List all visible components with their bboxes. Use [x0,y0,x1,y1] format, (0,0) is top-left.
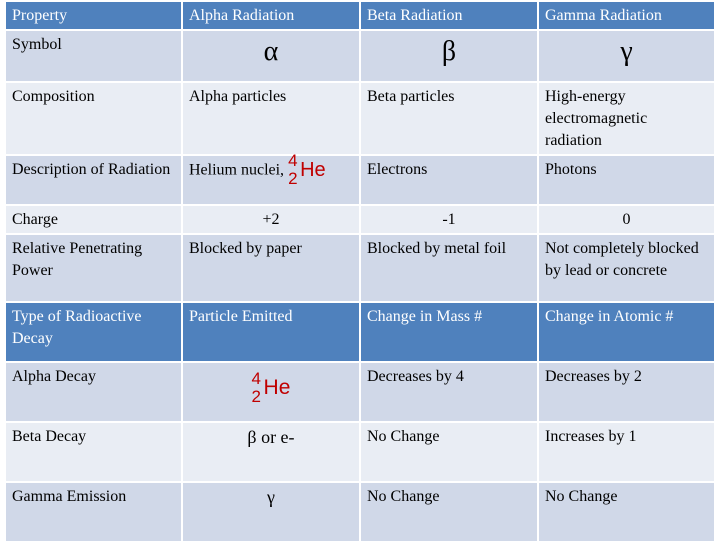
alpha-decay-mass-number: 4 [251,369,262,388]
gamma-emission-row [5,482,715,542]
composition-gamma: High-energy electromagnetic radiation [538,82,715,155]
description-gamma: Photons [538,155,715,205]
beta-decay-row [5,422,715,482]
gamma-symbol: γ [538,30,715,82]
gamma-emission-particle: γ [182,482,360,542]
alpha-decay-atomic: Decreases by 2 [538,362,715,422]
beta-decay-label: Beta Decay [5,422,182,482]
radiation-table [4,0,716,543]
penetrating-alpha: Blocked by paper [182,234,360,302]
mass-change-header: Change in Mass # [360,302,538,362]
alpha-decay-symbol: He [263,376,291,399]
charge-beta: -1 [360,205,538,234]
beta-decay-particle: β or e- [182,422,360,482]
composition-row [5,82,715,155]
decay-type-header: Type of Radioactive Decay [5,302,182,362]
description-alpha-text: Helium nuclei, [188,161,285,179]
symbol-label: Symbol [5,30,182,82]
helium-symbol: He [300,159,326,181]
beta-symbol: β [360,30,538,82]
description-alpha [182,151,360,205]
alpha-decay-atomic-number: 2 [251,387,262,406]
alpha-decay-particle [182,362,360,422]
helium-atomic-number: 2 [288,169,298,188]
charge-label: Charge [5,205,182,234]
symbol-row [5,30,715,82]
alpha-decay-label: Alpha Decay [5,362,182,422]
description-label: Description of Radiation [5,155,182,205]
helium-mass-number: 4 [288,151,298,170]
header-row [5,1,715,30]
composition-beta: Beta particles [360,82,538,155]
description-beta: Electrons [360,155,538,205]
particle-emitted-header: Particle Emitted [182,302,360,362]
gamma-emission-mass: No Change [360,482,538,542]
helium-nuclide [288,151,326,188]
description-row [5,155,715,205]
penetrating-gamma: Not completely blocked by lead or concrete [538,234,715,302]
penetrating-beta: Blocked by metal foil [360,234,538,302]
header-alpha: Alpha Radiation [182,1,360,30]
atomic-change-header: Change in Atomic # [538,302,715,362]
header-gamma: Gamma Radiation [538,1,715,30]
alpha-decay-nuclide [251,369,291,406]
charge-row [5,205,715,234]
gamma-emission-label: Gamma Emission [5,482,182,542]
charge-alpha: +2 [182,205,360,234]
gamma-emission-atomic: No Change [538,482,715,542]
decay-header-row [5,302,715,362]
beta-decay-atomic: Increases by 1 [538,422,715,482]
alpha-decay-mass: Decreases by 4 [360,362,538,422]
header-property: Property [5,1,182,30]
composition-label: Composition [5,82,182,155]
penetrating-label: Relative Penetrating Power [5,234,182,302]
charge-gamma: 0 [538,205,715,234]
alpha-decay-row [5,362,715,422]
composition-alpha: Alpha particles [182,82,360,155]
penetrating-row [5,234,715,302]
alpha-symbol: α [182,30,360,82]
header-beta: Beta Radiation [360,1,538,30]
beta-decay-mass: No Change [360,422,538,482]
